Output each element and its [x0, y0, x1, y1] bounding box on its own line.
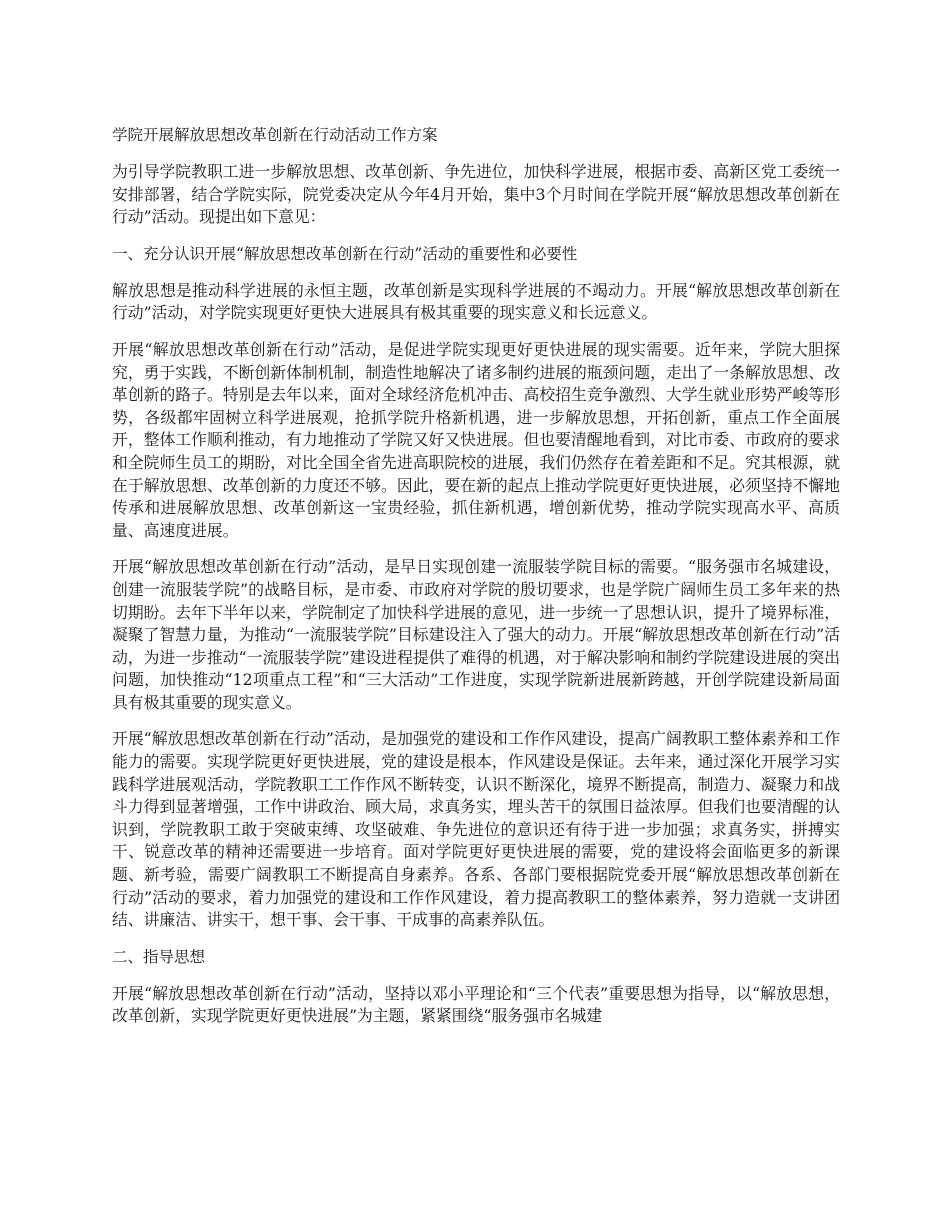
- document-page: [112, 124, 840, 1042]
- document-title: 学院开展解放思想改革创新在行动活动工作方案: [112, 126, 438, 144]
- section-1-paragraph: 开展“解放思想改革创新在行动”活动，是早日实现创建一流服装学院目标的需要。“服务强市名城建设，创建一流服装学院”的战略目标，是市委、市政府对学院的殷切要求，也是学院广阔师生员工多年来的热切期盼。去年下半年以来，学院制定了加快科学进展的意见，进一步统一了思想认识，提升了境界标准，凝聚了智慧力量，为推动“一流服装学院”目标建设注入了强大的动力。开展“解放思想改革创新在行动”活动，为进一步推动“一流服装学院”建设进程提供了难得的机遇，对于解决影响和制约学院建设进展的突出问题，加快推动“12项重点工程”和“三大活动”工作进度，实现学院新进展新跨越，开创学院建设新局面具有极其重要的现实意义。: [112, 557, 840, 712]
- section-1-paragraph: 开展“解放思想改革创新在行动”活动，是加强党的建设和工作作风建设，提高广阔教职工整体素养和工作能力的需要。实现学院更好更快进展，党的建设是根本，作风建设是保证。去年来，通过深化开展学习实践科学进展观活动，学院教职工工作作风不断转变，认识不断深化，境界不断提高，制造力、凝聚力和战斗力得到显著增强，工作中讲政治、顾大局，求真务实，埋头苦干的氛围日益浓厚。但我们也要清醒的认识到，学院教职工敢于突破束缚、攻坚破难、争先进位的意识还有待于进一步加强；求真务实，拼搏实干、锐意改革的精神还需要进一步培育。面对学院更好更快进展的需要，党的建设将会面临更多的新课题、新考验，需要广阔教职工不断提高自身素养。各系、各部门要根据院党委开展“解放思想改革创新在行动”活动的要求，着力加强党的建设和工作作风建设，着力提高教职工的整体素养，努力造就一支讲团结、讲廉洁、讲实干，想干事、会干事、干成事的高素养队伍。: [112, 729, 840, 930]
- section-1-paragraph: 解放思想是推动科学进展的永恒主题，改革创新是实现科学进展的不竭动力。开展“解放思想改革创新在行动”活动，对学院实现更好更快大进展具有极其重要的现实意义和长远意义。: [112, 280, 840, 323]
- section-1-paragraph: 开展“解放思想改革创新在行动”活动，是促进学院实现更好更快进展的现实需要。近年来，学院大胆探究，勇于实践，不断创新体制机制，制造性地解决了诸多制约进展的瓶颈问题，走出了一条解放思想、改革创新的路子。特别是去年以来，面对全球经济危机冲击、高校招生竞争激烈、大学生就业形势严峻等形势，各级都牢固树立科学进展观，抢抓学院升格新机遇，进一步解放思想，开拓创新，重点工作全面展开，整体工作顺利推动，有力地推动了学院又好又快进展。但也要清醒地看到，对比市委、市政府的要求和全院师生员工的期盼，对比全国全省先进高职院校的进展，我们仍然存在着差距和不足。究其根源，就在于解放思想、改革创新的力度还不够。因此，要在新的起点上推动学院更好更快进展，必须坚持不懈地传承和进展解放思想、改革创新这一宝贵经验，抓住新机遇，增创新优势，推动学院实现高水平、高质量、高速度进展。: [112, 339, 840, 540]
- section-1-heading: 一、充分认识开展“解放思想改革创新在行动”活动的重要性和必要性: [112, 244, 578, 263]
- section-2-heading: 二、指导思想: [112, 947, 206, 966]
- intro-paragraph: 为引导学院教职工进一步解放思想、改革创新、争先进位，加快科学进展，根据市委、高新区党工委统一安排部署，结合学院实际，院党委决定从今年4月开始，集中3个月时间在学院开展“解放思想改革创新在行动”活动。现提出如下意见：: [112, 162, 840, 227]
- section-2-paragraph: 开展“解放思想改革创新在行动”活动，坚持以邓小平理论和“三个代表”重要思想为指导，以“解放思想，改革创新，实现学院更好更快进展”为主题，紧紧围绕“服务强市名城建: [112, 983, 840, 1026]
